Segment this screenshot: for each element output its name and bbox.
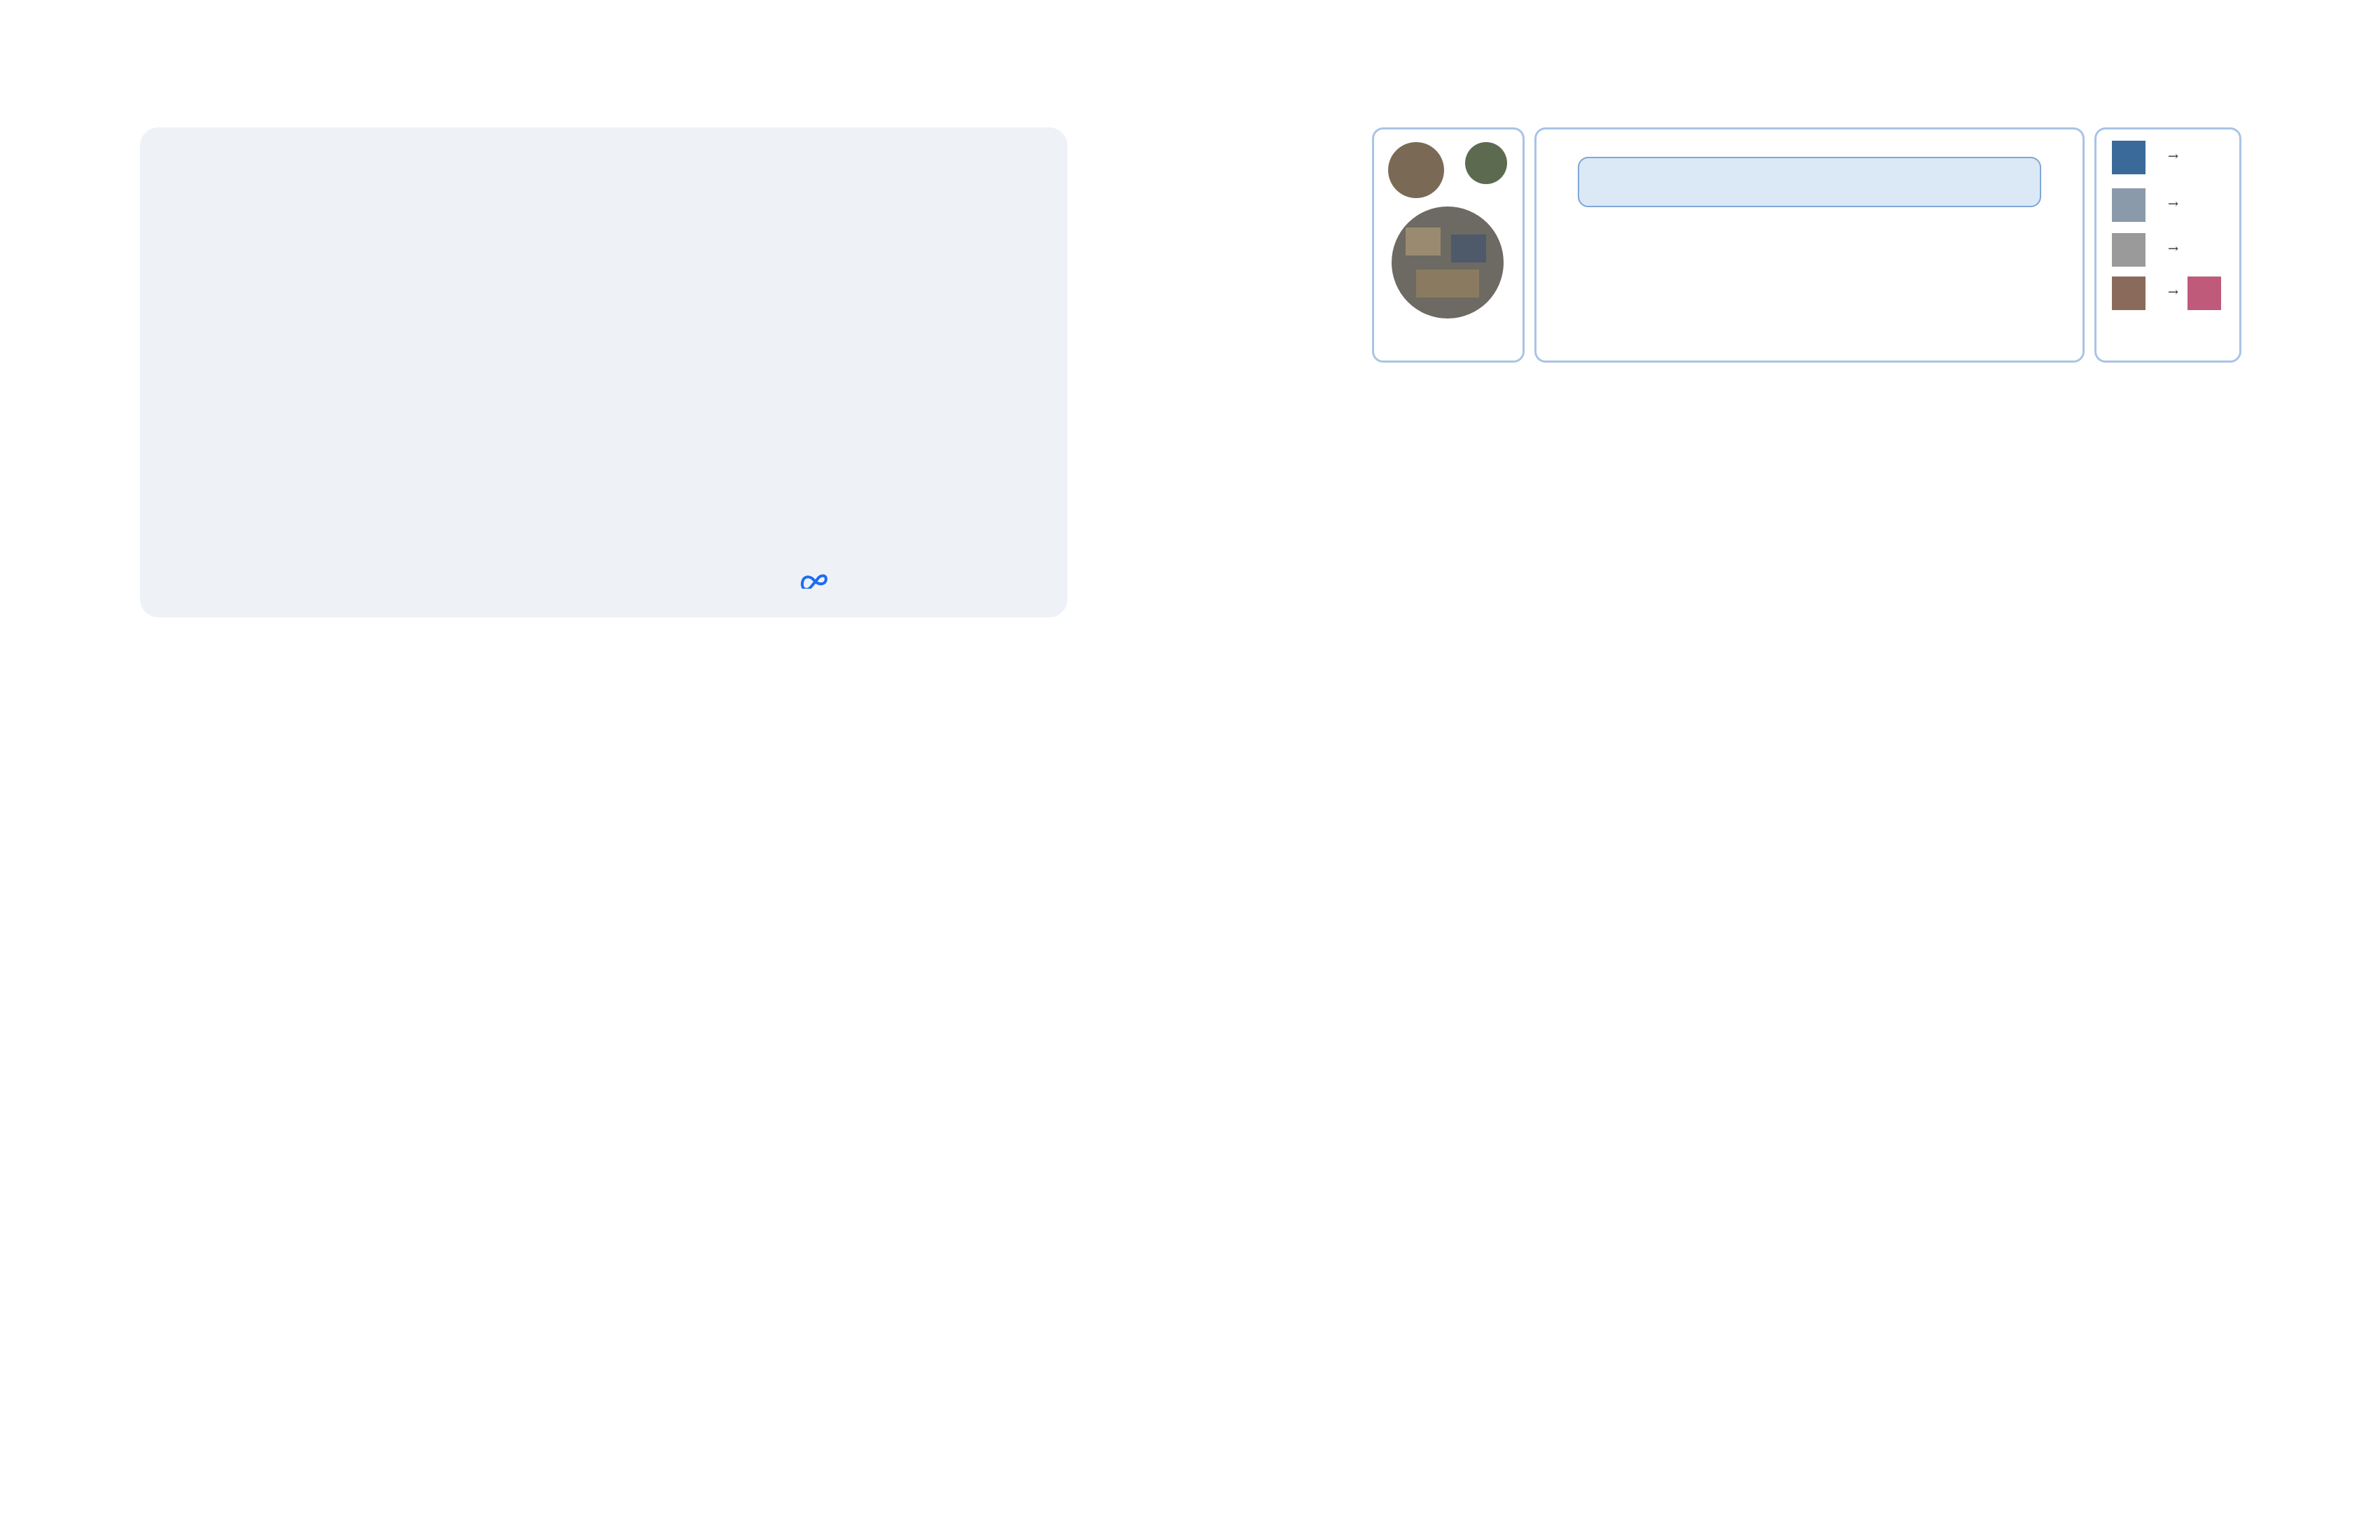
- figure-1: [1372, 127, 2268, 358]
- website-line: [172, 566, 179, 583]
- tasks-graphic: [2096, 130, 2239, 340]
- svg-text:→: →: [2168, 197, 2179, 211]
- svg-text:→: →: [2168, 241, 2179, 256]
- section-related-work-heading: [1347, 692, 1366, 719]
- svg-text:→: →: [2168, 149, 2179, 164]
- data-panel: [1372, 127, 1525, 363]
- data-images-graphic: [1374, 130, 1522, 340]
- section-introduction-heading: [140, 648, 160, 676]
- abstract-box: [140, 127, 1068, 617]
- meta-logo: [799, 572, 833, 589]
- pretraining-panel: [1534, 127, 2085, 363]
- tasks-panel: [2094, 127, 2241, 363]
- pretraining-graphic: [1536, 130, 2082, 340]
- svg-text:→: →: [2168, 285, 2179, 300]
- logos: [778, 564, 1044, 596]
- meta-infinity-icon: [799, 572, 829, 589]
